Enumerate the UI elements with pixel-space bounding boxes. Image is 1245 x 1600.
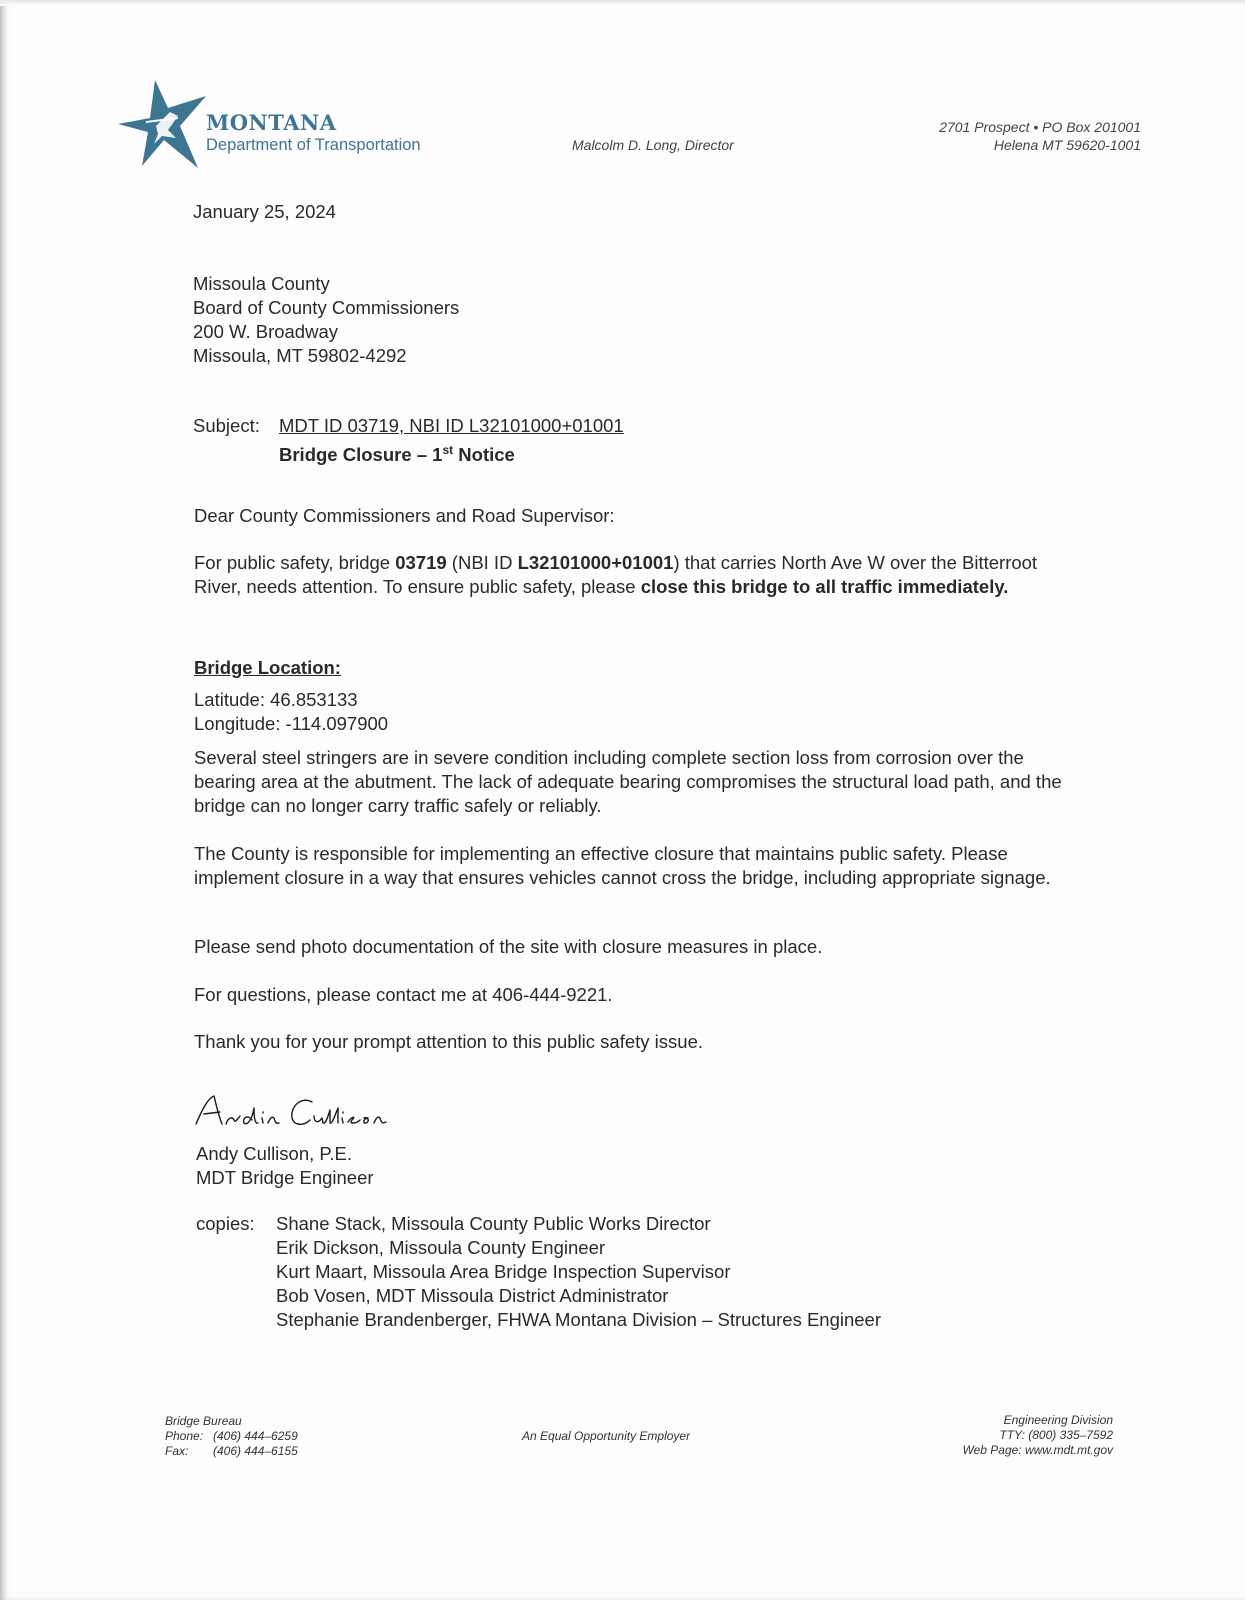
footer-fax-row [165,1444,298,1459]
director-name: Malcolm D. Long, Director [572,137,734,153]
recipient-block [193,272,459,368]
footer-phone-row [165,1429,298,1444]
para1-text: ) that carries North Ave W over the Bitterroot River, needs attention. To ensure public safety, please [194,552,1038,597]
letterhead-address [939,118,1141,154]
subject-title [279,438,515,467]
letter-date: January 25, 2024 [193,201,336,222]
paragraph-responsibility: The County is responsible for implementing an effective closure that maintains public safety. Please implement closure in a way that ensures vehicles cannot cross the bridge, including appropriate signage. [194,843,1051,888]
paragraph-condition: Several steel stringers are in severe condition including complete section loss from corrosion over the bearing area at the abutment. The lack of adequate bearing compromises the structural load path, and the bridge can no longer carry traffic safely or reliably. [194,747,1062,816]
copies-list [276,1212,881,1332]
copies-label: copies: [196,1213,255,1234]
copy-recipient: Erik Dickson, Missoula County Engineer [276,1237,606,1258]
recipient-line: 200 W. Broadway [193,321,338,342]
paragraph-thanks: Thank you for your prompt attention to this public safety issue. [194,1031,704,1052]
longitude: Longitude: -114.097900 [194,713,389,734]
subject-title-suffix: Notice [453,444,515,465]
subject-label: Subject: [193,415,260,436]
paragraph-closure-request [194,551,1084,599]
copy-recipient: Stephanie Brandenberger, FHWA Montana Division – Structures Engineer [276,1309,882,1330]
recipient-line: Board of County Commissioners [193,297,460,318]
location-heading: Bridge Location: [194,657,341,678]
scan-edge [0,0,1245,6]
phone-number: (406) 444–6259 [213,1429,298,1443]
footer-right-title: Engineering Division [1003,1413,1113,1427]
para1-text: (NBI ID [446,552,518,573]
copy-recipient: Shane Stack, Missoula County Public Works Director [276,1213,711,1234]
brand-department: Department of Transportation [206,136,421,154]
recipient-line: Missoula, MT 59802-4292 [193,345,407,366]
montana-star-logo-icon [118,78,218,173]
signer-title: MDT Bridge Engineer [196,1167,374,1188]
phone-label: Phone: [165,1429,204,1443]
address-line: 2701 Prospect • PO Box 201001 [939,119,1141,135]
footer-tty: TTY: (800) 335–7592 [999,1428,1113,1442]
fax-label: Fax: [165,1444,189,1458]
bridge-id: 03719 [395,552,447,573]
footer-engineering-division [962,1413,1113,1458]
footer-web: Web Page: www.mdt.mt.gov [962,1443,1113,1457]
letterhead-brand [206,110,421,155]
subject-title-prefix: Bridge Closure – 1 [279,444,443,465]
para1-text: For public safety, bridge [194,552,396,573]
latitude: Latitude: 46.853133 [194,689,358,710]
nbi-id: L32101000+01001 [517,552,674,573]
subject-ids: MDT ID 03719, NBI ID L32101000+01001 [279,415,624,436]
address-line: Helena MT 59620-1001 [993,137,1141,153]
subject-title-sup: st [442,443,454,457]
footer-equal-opportunity: An Equal Opportunity Employer [522,1429,691,1443]
handwritten-signature [192,1090,422,1132]
signer-name: Andy Cullison, P.E. [196,1143,352,1164]
salutation: Dear County Commissioners and Road Supervisor: [194,505,615,526]
footer-bridge-bureau [165,1414,298,1459]
signer-block [196,1142,374,1190]
fax-number: (406) 444–6155 [213,1444,298,1458]
paragraph-photo-request: Please send photo documentation of the site with closure measures in place. [194,936,823,957]
brand-name: MONTANA [206,110,337,135]
paragraph-contact: For questions, please contact me at 406-444-9221. [194,984,613,1005]
copy-recipient: Bob Vosen, MDT Missoula District Administrator [276,1285,669,1306]
location-coordinates [194,688,388,736]
closure-instruction: close this bridge to all traffic immediately. [640,576,1009,597]
recipient-line: Missoula County [193,273,330,294]
footer-left-title: Bridge Bureau [165,1414,242,1428]
copy-recipient: Kurt Maart, Missoula Area Bridge Inspection Supervisor [276,1261,731,1282]
